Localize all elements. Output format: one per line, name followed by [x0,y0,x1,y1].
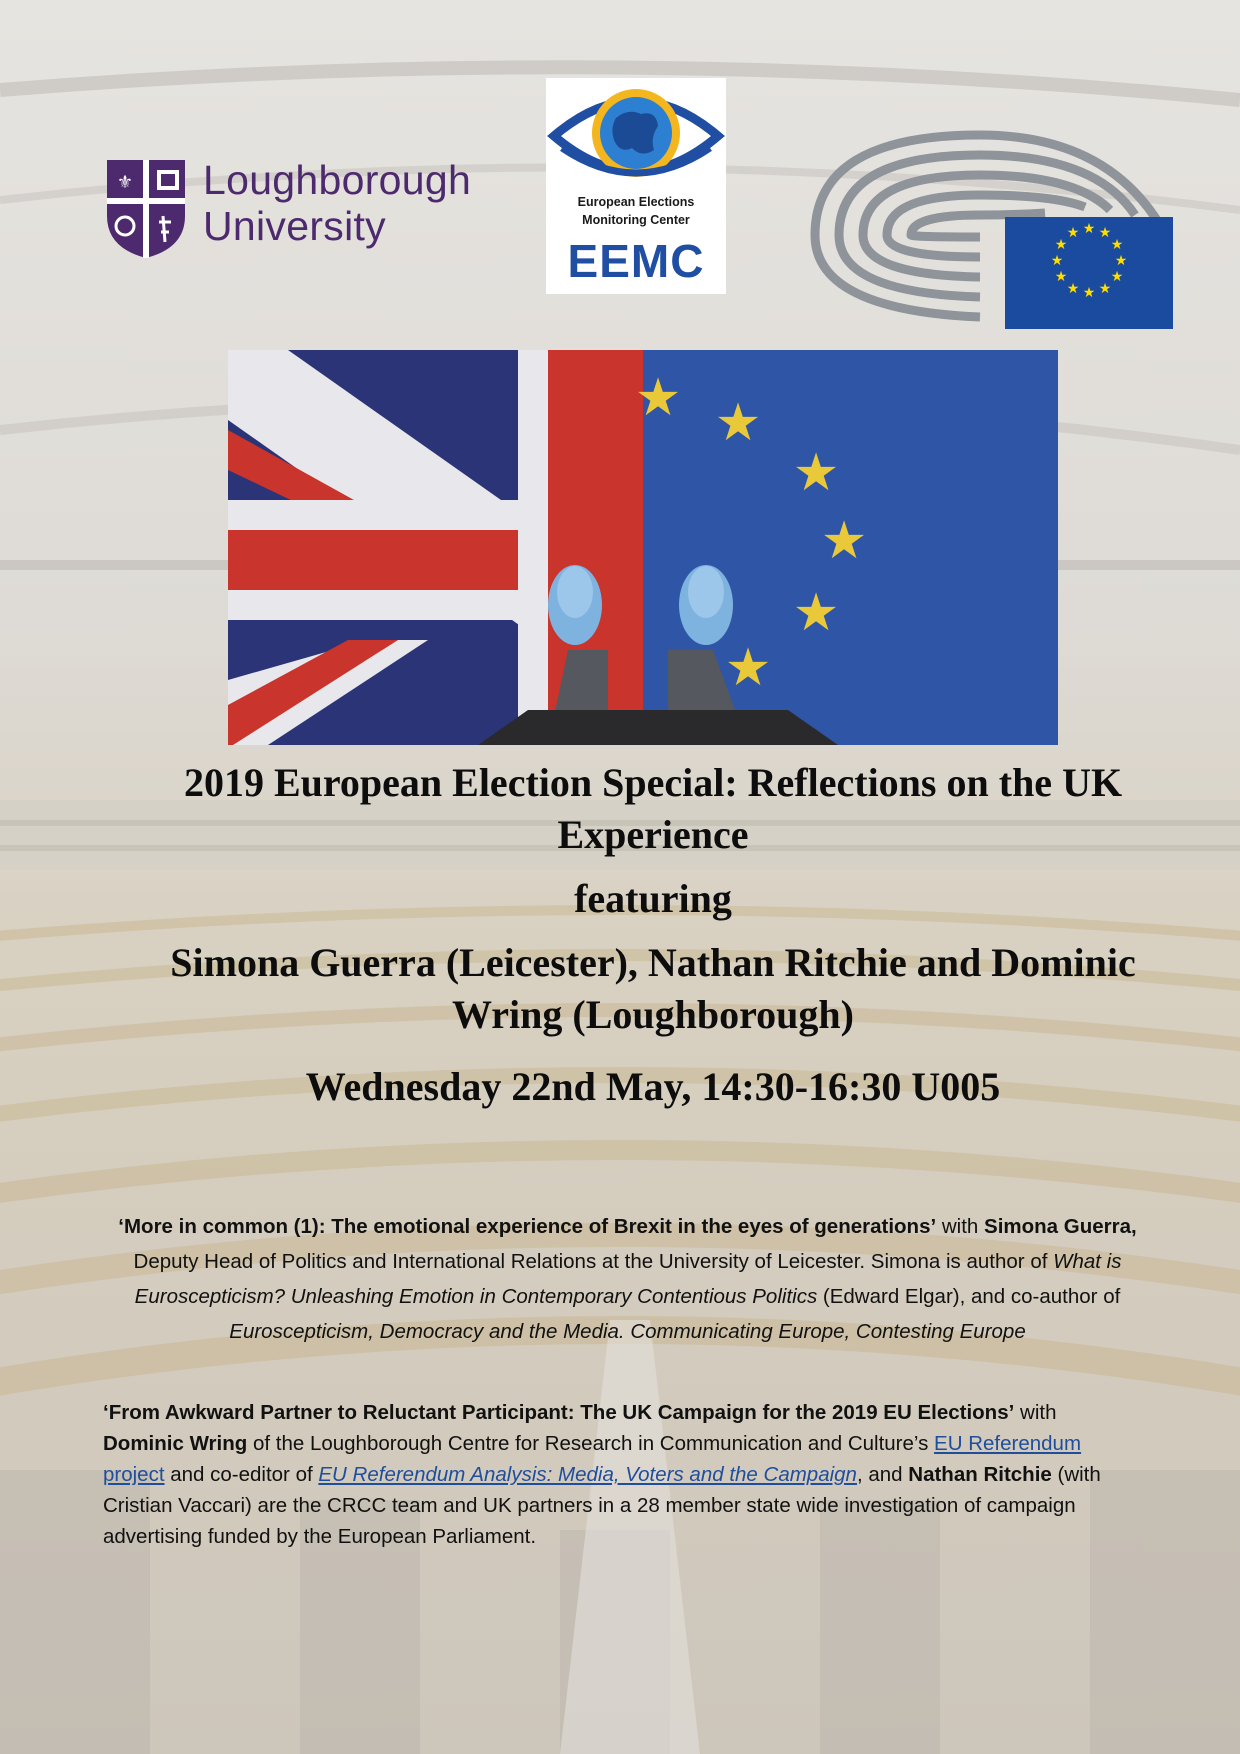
talk2-speaker2: Nathan Ritchie [908,1463,1052,1486]
svg-text:★: ★ [1054,237,1068,253]
eemc-line2: Monitoring Center [582,213,690,227]
loughborough-university-logo [105,158,505,263]
svg-text:★: ★ [1082,221,1096,237]
svg-text:★: ★ [792,443,840,503]
svg-text:★: ★ [1114,253,1128,269]
talk2-speaker1: Dominic Wring [103,1432,248,1455]
university-crest-icon [105,158,187,260]
svg-text:★: ★ [1098,225,1112,241]
european-parliament-logo [805,125,1175,330]
svg-text:★: ★ [724,638,772,698]
talk2-text4: (with Cristian Vaccari) are the CRCC team and UK partners in a 28 member state wide investigation of campaign advertising funded by the European Parliament. [103,1463,1101,1548]
talk2-text1: of the Loughborough Centre for Research in Communication and Culture’s [247,1432,935,1455]
svg-text:★: ★ [1082,285,1096,301]
featuring-label: featuring [574,876,732,921]
speakers-line1: Simona Guerra (Leicester), Nathan Ritchie and Dominic [170,940,1136,985]
talk2-title: ‘From Awkward Partner to Reluctant Participant: The UK Campaign for the 2019 EU Elections’ [103,1401,1015,1424]
event-title-line1: 2019 European Election Special: Reflections on the UK [183,760,1123,805]
talk1-with: with [936,1215,985,1238]
talk1-title: ‘More in common (1): The emotional experience of Brexit in the eyes of generations’ [118,1215,937,1238]
svg-text:★: ★ [1050,253,1064,269]
talk1-description [90,1209,1165,1349]
talk1-bio: Deputy Head of Politics and International Relations at the University of Leicester. Simona is author of [133,1250,1054,1273]
svg-text:★: ★ [820,511,868,571]
svg-text:★: ★ [792,583,840,643]
eu-referendum-analysis-link[interactable]: EU Referendum Analysis: Media, Voters and the Campaign [318,1463,857,1486]
speakers-heading [120,937,1186,1041]
svg-text:★: ★ [714,393,762,453]
eye-globe-icon [546,78,726,196]
talk2-description [103,1397,1148,1552]
svg-text:★: ★ [1110,269,1124,285]
speakers-line2: Wring (Loughborough) [452,992,854,1037]
event-date-time-room: Wednesday 22nd May, 14:30-16:30 U005 [305,1064,1001,1109]
talk2-with: with [1014,1401,1057,1424]
eu-referendum-project-link[interactable]: EU Referendum project [103,1432,1082,1486]
svg-text:★: ★ [1054,269,1068,285]
svg-text:★: ★ [1066,225,1080,241]
eemc-line1: European Elections [577,195,695,209]
brexit-flags-photo [228,350,1058,745]
talk2-text3: , and [856,1463,909,1486]
talk1-book1: What is Euroscepticism? Unleashing Emotion in Contemporary Contentious Politics [134,1250,1122,1308]
svg-text:⚜: ⚜ [116,172,134,193]
svg-text:★: ★ [1066,281,1080,297]
svg-text:★: ★ [634,368,682,428]
eemc-acronym: EEMC [567,235,705,287]
event-title-line2: Experience [557,812,749,857]
svg-text:★: ★ [1110,237,1124,253]
eemc-logo [546,78,726,294]
talk1-book2: Euroscepticism, Democracy and the Media. Communicating Europe, Contesting Europe [229,1320,1026,1343]
logo-text-line2: University [203,203,386,249]
svg-text:★: ★ [1098,281,1112,297]
talk1-speaker: Simona Guerra, [984,1215,1137,1238]
logo-text-line1: Loughborough [203,157,472,203]
event-title [120,757,1186,861]
talk2-text2: and co-editor of [164,1463,319,1486]
talk1-publisher: (Edward Elgar), and co-author of [817,1285,1121,1308]
